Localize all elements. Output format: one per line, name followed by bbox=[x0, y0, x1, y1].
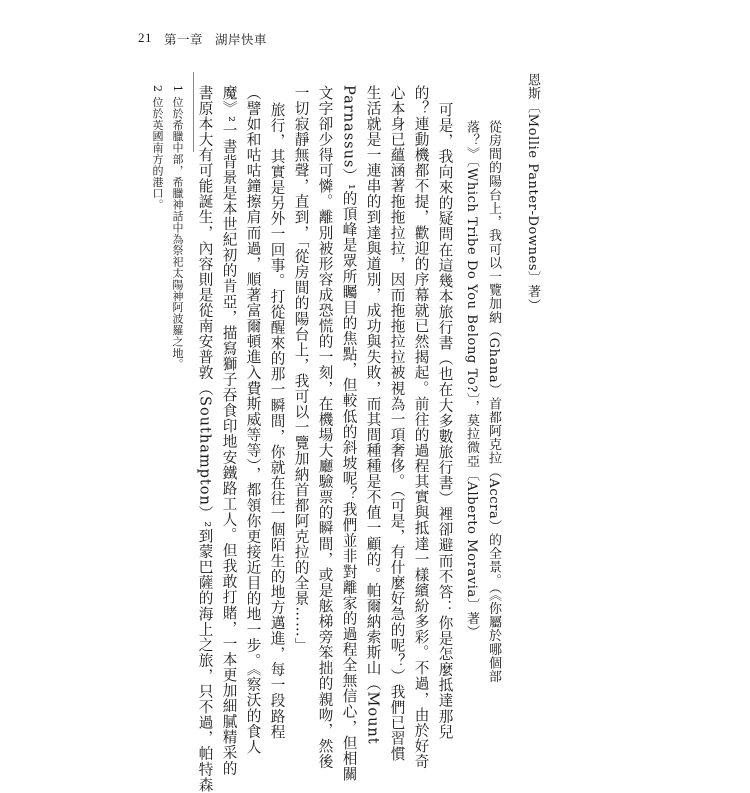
chapter-title: 湖岸快車 bbox=[215, 32, 268, 47]
body-line: 可是，我向來的疑問在這幾本旅行書（也在大多數旅行書）裡卻避而不答：你是怎麼抵達那兒 bbox=[436, 102, 454, 740]
chapter-label: 第一章 bbox=[164, 32, 204, 47]
body-line: 書原本大有可能誕生，內容則是從南安普敦（Southampton）²到蒙巴薩的海上之旅，只不過，帕特森 bbox=[196, 85, 214, 793]
quote-attribution: 恩斯〔Mollie Panter-Downes〕著） bbox=[525, 73, 540, 312]
body-line: 一切寂靜無聲，直到，「從房間的陽台上，我可以一覽加納首都阿克拉的全景……」 bbox=[292, 85, 310, 654]
footnote: 2 位於英國南方的港口。 bbox=[151, 85, 164, 211]
quote-line: 從房間的陽台上，我可以一覽加納（Ghana）首都阿克拉（Accra）的全景。（《你屬於哪個部 bbox=[486, 120, 501, 684]
page-number: 21 bbox=[138, 30, 152, 45]
body-line: 心本身已蘊涵著拖拖拉拉，因而拖拖拉拉被視為一項奢侈。（可是，有什麼好急的呢？）我們已習慣 bbox=[388, 85, 406, 762]
body-line: 生活就是一連串的到達與道別，成功與失敗，而其間種種是不值一顧的。帕爾納索斯山（Mount bbox=[364, 85, 382, 745]
body-line: 魔》²一書背景是本世紀初的肯亞，描寫獅子吞食印地安鐵路工人。但我敢打賭，一本更加細膩精采的 bbox=[220, 85, 238, 776]
running-header bbox=[138, 30, 267, 48]
body-line: 文字卻少得可憐。離別被形容成恐慌的一刻，在機場大廳驗票的瞬間，或是舷梯旁笨拙的親吻，然後 bbox=[316, 85, 334, 770]
quote-line: 落？》〔Which Tribe Do You Belong To?〕，莫拉微亞〔Alberto Moravia〕著） bbox=[464, 120, 479, 639]
body-line: 旅行，其實是另外一回事。打從醒來的那一瞬間，你就在往一個陌生的地方邁進，每一段路程 bbox=[268, 102, 286, 740]
body-line: （譬如和咕咕鐘擦肩而過，順著富爾頓進入費斯威等等），都領你更接近目的地一步。《察沃的食人 bbox=[244, 85, 262, 755]
footnote: 1 位於希臘中部，希臘神話中為祭祀太陽神阿波羅之地。 bbox=[171, 85, 184, 370]
body-line: 的？連動機都不提，歡迎的序幕就已然揭起。前往的過程其實與抵達一樣繽紛多彩。不過，由於好奇 bbox=[412, 85, 430, 770]
footnote-divider bbox=[193, 72, 194, 152]
body-line: Parnassus）¹的頂峰是眾所矚目的焦點，但較低的斜坡呢？我們並非對離家的過程全無信心，但相關 bbox=[340, 85, 358, 782]
